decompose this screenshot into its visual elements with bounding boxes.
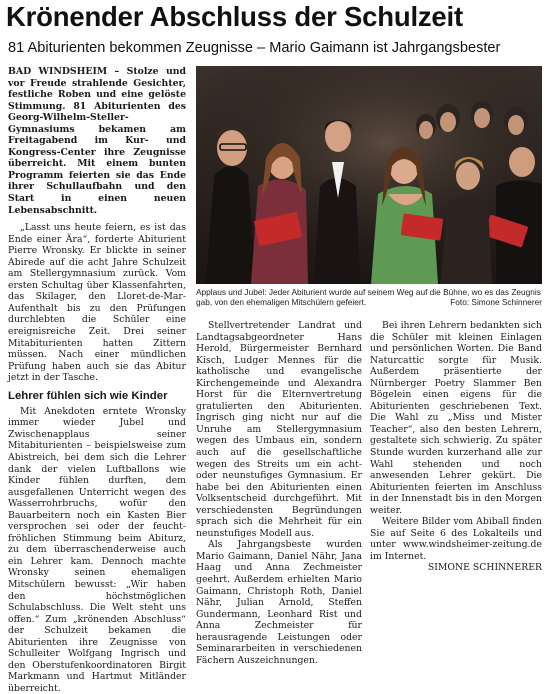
photo-illustration	[196, 66, 542, 284]
author-signature: SIMONE SCHINNERER	[427, 562, 542, 574]
column-3	[370, 320, 542, 574]
lead-text: Stolze und vor Freude strahlende Gesichter, festliche Roben und eine gelöste Stimmung. 81 Abiturienten des Georg-Wilhelm-Steller-Gymnasiums bekamen am Freitagabend im Kur- und Kongress-Center ihre Zeugnisse überreicht. Mit einem bunten Programm feierten sie das Ende ihrer Schullaufbahn und den Start in einen neuen Lebensabschnitt.	[8, 66, 186, 216]
dateline: BAD WINDSHEIM –	[8, 66, 120, 77]
body-paragraph-4: Als Jahrgangsbeste wurden Mario Gaimann, Daniel Nähr, Jana Haag und Anna Zechmeister geehrt. Außerdem erhielten Mario Gaimann, Christoph Roth, Daniel Nähr, Julian Arnold, Steffen Gundermann, Leonhard Rist und Anna Zechmeister für herausragende Leistungen oder Seminararbeiten in verschiedenen Fächern Auszeichnungen.	[196, 539, 362, 666]
body-paragraph-2: Mit Anekdoten erntete Wronsky immer wieder Jubel und Zwischenapplaus seiner Mitabiturienten – beispielsweise zum Abistreich, bei dem sich die Lehrer dank der vielen Luftballons wie Kinder fühlen durften, dem ausgefallenen Unterricht wegen des Wasserrohrbruchs, wofür den Bauarbeitern noch ein Kasten Bier versprochen sei oder der feucht-fröhlichen Stimmung beim Abiturz, zu dem überraschenderweise auch ein Lehrer kam. Dennoch machte Wronsky seinen ehemaligen Mitschülern bewusst: „Wir haben den höchstmöglichen Schulabschluss. Die Welt steht uns offen.“ Zum „krönenden Abschluss“ der Schulzeit bekamen die Abiturienten ihre Zeugnisse von Schulleiter Wolfgang Ingrisch und den Oberstufenkoordinatoren Birgit Markmann und Hartmut Mitländer überreicht.	[8, 405, 186, 694]
body-paragraph-5: Bei ihren Lehrern bedankten sich die Schüler mit kleinen Einlagen und persönlichen Worten. Die Band Naturcattic sorgte für Musik. Außerdem präsentierte der Nürnberger Poetry Slammer Ben Bögelein einen eigens für die Abiturienten geschriebenen Text. Die Wahl zu „Miss und Mister Teacher“, also den besten Lehrern, gestaltete sich schwierig. Zu später Stunde wurden kurzerhand alle zur Wahl stehenden und noch anwesenden Lehrer gekürt. Die Abiturienten feierten im Anschluss in der Innenstadt bis in den Morgen weiter.	[370, 320, 542, 516]
body-paragraph-6: Weitere Bilder vom Abiball finden Sie auf Seite 6 des Lokalteils und unter www.windsheimer-zeitung.de im Internet.	[370, 516, 542, 562]
body-paragraph-1: „Lasst uns heute feiern, es ist das Ende einer Ära“, forderte Abiturient Pierre Wronsky. Er blickte in seiner Abirede auf die acht Jahre Schulzeit am Stellergymnasium zurück. Vom ersten Schultag über Klassenfahrten, das Skilager, den Lloret-de-Mar-Aufenthalt bis zu den Prüfungen durchlebten die Schüler eine ereignisreiche Zeit. Drei seiner Mitabiturienten hatten Zittern müssen. Nach einer mündlichen Prüfung haben auch sie das Abitur jetzt in der Tasche.	[8, 222, 186, 384]
photo-credit: Foto: Simone Schinnerer	[450, 297, 542, 308]
subheadline: 81 Abiturienten bekommen Zeugnisse – Mario Gaimann ist Jahrgangsbester	[8, 40, 501, 56]
column-1	[8, 66, 186, 694]
headline: Krönender Abschluss der Schulzeit	[6, 1, 463, 32]
photo-caption	[196, 287, 542, 308]
body-paragraph-3: Stellvertretender Landrat und Landtagsabgeordneter Hans Herold, Bürgermeister Bernhard Kisch, Ludger Mennes für die katholische und evangelische Kirchengemeinde und Alexandra Horst für die Elternvertretung gratulierten den Abiturienten. Ingrisch ging nicht nur auf die Unruhe am Stellergymnasium wegen des Umbaus ein, sondern auch auf die gesellschaftliche wegen des Streits um ein acht- oder neunstufiges Gymnasium. Er habe bei den Abiturienten einen Volksentscheid durchgeführt. Mit verschiedensten Begründungen sprach sich die Mehrheit für ein neunstufiges Modell aus.	[196, 320, 362, 539]
column-2	[196, 320, 362, 666]
lead-paragraph	[8, 66, 186, 216]
section-heading: Lehrer fühlen sich wie Kinder	[8, 389, 168, 402]
caption-text: Applaus und Jubel: Jeder Abiturient wurde auf seinem Weg auf die Bühne, wo es das Zeugnis gab, von den ehemaligen Mitschülern gefeiert.	[196, 287, 541, 308]
article-photo	[196, 66, 542, 284]
